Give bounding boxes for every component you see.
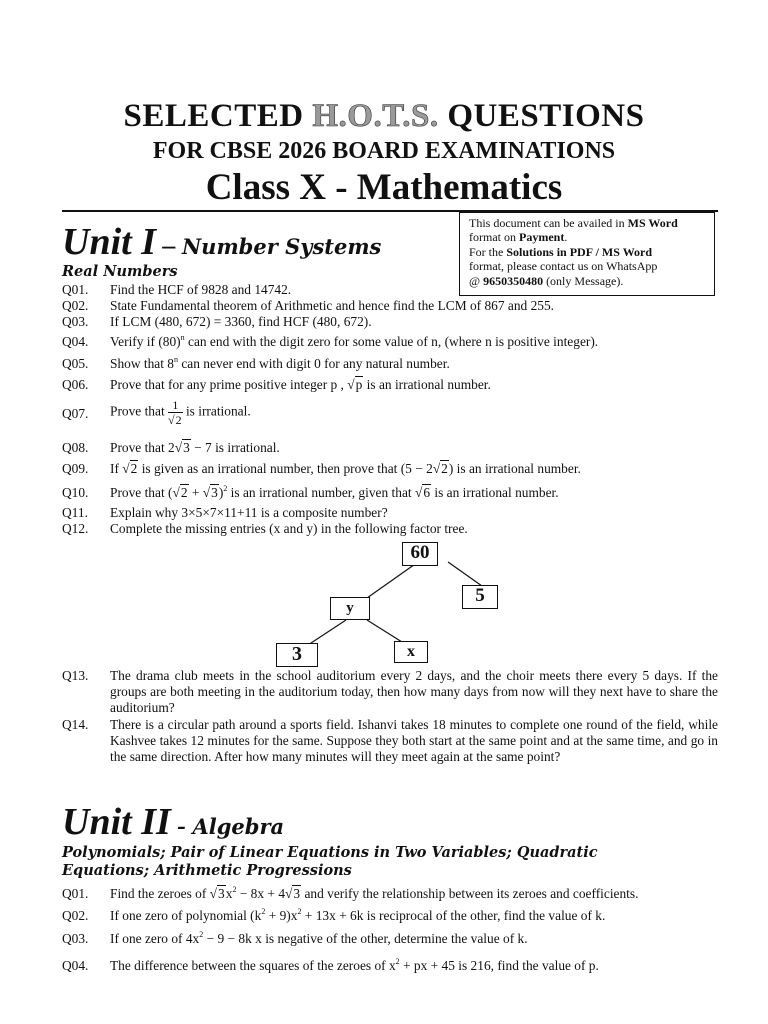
- whatsapp-number: 9650350480: [483, 273, 544, 288]
- section-real-numbers: Real Numbers: [62, 263, 178, 280]
- tree-line-60-5: [448, 562, 482, 586]
- section-algebra-l2: Equations; Arithmetic Progressions: [62, 862, 352, 879]
- document-subtitle: FOR CBSE 2026 BOARD EXAMINATIONS: [152, 138, 616, 164]
- unit-2-heading: Unit II - Algebra: [62, 801, 285, 843]
- tree-line-y-3: [308, 620, 346, 645]
- tree-line-y-x: [367, 620, 402, 642]
- tree-node-y: y: [330, 597, 370, 620]
- tree-node-root: 60: [402, 542, 438, 566]
- tree-node-x: x: [394, 641, 428, 663]
- info-box: This document can be availed in MS Word format on Payment. For the Solutions in PDF / MS Word format, please contact us on WhatsApp @ 9650350480 (only Message).: [459, 212, 715, 296]
- document-title: SELECTED H.O.T.S. QUESTIONS: [123, 98, 645, 134]
- document-class-title: Class X - Mathematics: [205, 167, 563, 208]
- tree-node-three: 3: [276, 643, 318, 667]
- tree-node-five: 5: [462, 585, 498, 609]
- section-algebra-l1: Polynomials; Pair of Linear Equations in Two Variables; Quadratic: [62, 844, 598, 861]
- hots-label: H.O.T.S.: [312, 98, 439, 134]
- unit-1-heading: Unit I – Number Systems: [62, 221, 382, 263]
- tree-line-60-y: [367, 562, 418, 598]
